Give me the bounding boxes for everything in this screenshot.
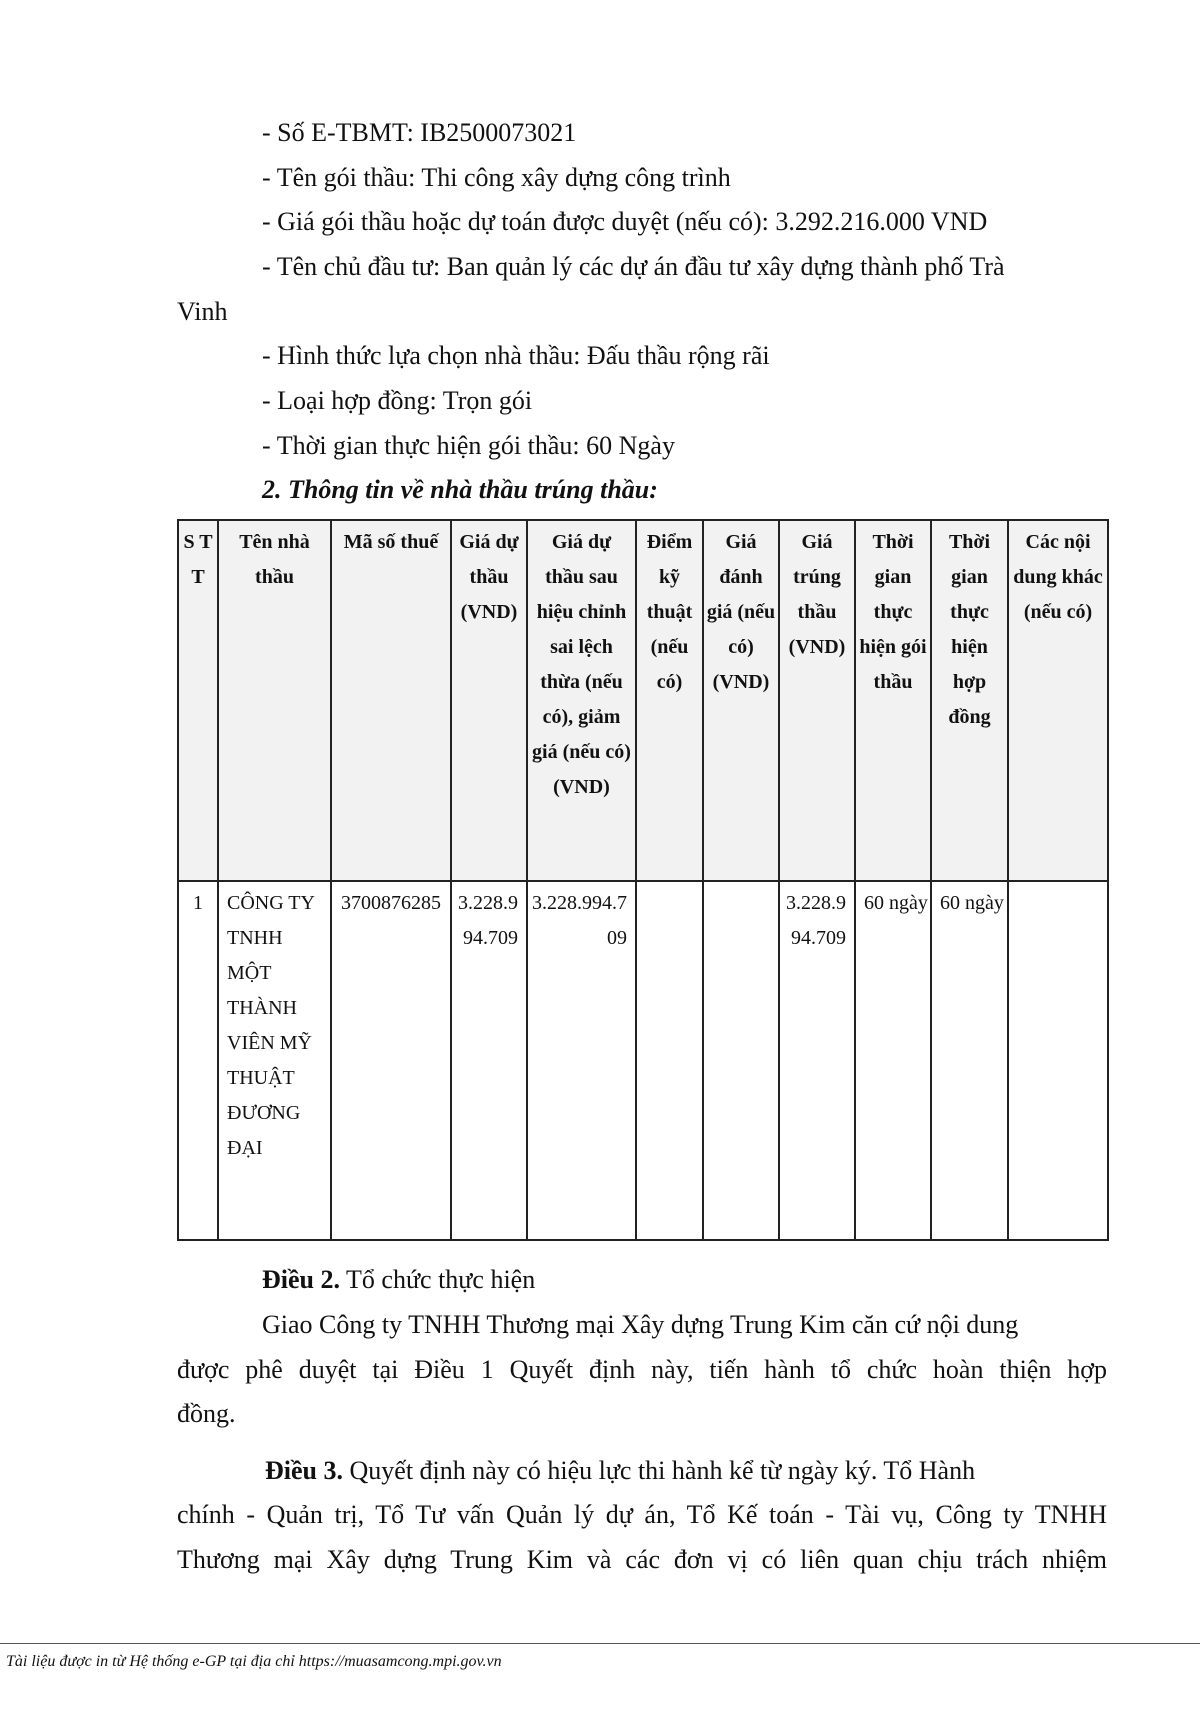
cell-stt: 1 [178, 881, 218, 1240]
cell-other [1008, 881, 1108, 1240]
article2-line1: Giao Công ty TNHH Thương mại Xây dựng Trung Kim căn cứ nội dung [262, 1310, 1019, 1339]
footer-divider [0, 1643, 1200, 1644]
cell-tax-code: 3700876285 [331, 881, 451, 1240]
table-header-row [178, 520, 1108, 881]
header-other: Các nội dung khác (nếu có) [1008, 520, 1108, 881]
footer-note: Tài liệu được in từ Hệ thống e-GP tại địa chỉ https://muasamcong.mpi.gov.vn [6, 1653, 502, 1670]
cell-award-price: 3.228.994.709 [779, 881, 855, 1240]
cell-tech-score [636, 881, 703, 1240]
article3-line3: Thương mại Xây dựng Trung Kim và các đơn vị có liên quan chịu trách nhiệm [177, 1545, 1107, 1574]
info-line-tbmt: - Số E-TBMT: IB2500073021 [262, 118, 577, 147]
info-line-selection-method: - Hình thức lựa chọn nhà thầu: Đấu thầu rộng rãi [262, 341, 770, 370]
article2-title: Điều 2. [262, 1265, 340, 1294]
info-line-duration: - Thời gian thực hiện gói thầu: 60 Ngày [262, 431, 675, 460]
info-line-investor: - Tên chủ đầu tư: Ban quản lý các dự án đầu tư xây dựng thành phố Trà [262, 252, 1005, 281]
article2-title-rest: Tổ chức thực hiện [340, 1265, 536, 1294]
article2-title-line [262, 1265, 535, 1295]
table-row [178, 881, 1108, 1240]
cell-contractor-name: CÔNG TY TNHH MỘT THÀNH VIÊN MỸ THUẬT ĐƯƠNG ĐẠI [218, 881, 331, 1240]
header-contract-time: Thời gian thực hiện hợp đồng [931, 520, 1008, 881]
header-award-price: Giá trúng thầu (VND) [779, 520, 855, 881]
header-bid-price: Giá dự thầu (VND) [451, 520, 527, 881]
cell-eval-price [703, 881, 779, 1240]
header-contractor-name: Tên nhà thầu [218, 520, 331, 881]
article3-line1-rest: Quyết định này có hiệu lực thi hành kể từ ngày ký. Tổ Hành [343, 1456, 976, 1485]
section-heading: 2. Thông tin về nhà thầu trúng thầu: [262, 475, 658, 504]
header-tech-score: Điểm kỹ thuật (nếu có) [636, 520, 703, 881]
cell-package-time: 60 ngày [855, 881, 931, 1240]
info-line-contract-type: - Loại hợp đồng: Trọn gói [262, 386, 533, 415]
info-line-package-price: - Giá gói thầu hoặc dự toán được duyệt (nếu có): 3.292.216.000 VND [262, 207, 988, 236]
header-eval-price: Giá đánh giá (nếu có) (VND) [703, 520, 779, 881]
cell-contract-time: 60 ngày [931, 881, 1008, 1240]
header-adjusted-price: Giá dự thầu sau hiệu chỉnh sai lệch thừa (nếu có), giảm giá (nếu có) (VND) [527, 520, 636, 881]
article2-line3: đồng. [177, 1399, 236, 1428]
header-stt: S T T [178, 520, 218, 881]
header-package-time: Thời gian thực hiện gói thầu [855, 520, 931, 881]
cell-bid-price: 3.228.994.709 [451, 881, 527, 1240]
article3-title: Điều 3. [265, 1456, 343, 1485]
article3-line2: chính - Quản trị, Tổ Tư vấn Quản lý dự án, Tổ Kế toán - Tài vụ, Công ty TNHH [177, 1500, 1107, 1529]
info-line-investor-cont: Vinh [177, 297, 228, 326]
header-tax-code: Mã số thuế [331, 520, 451, 881]
award-table [177, 519, 1109, 1241]
article3-line1 [265, 1456, 975, 1486]
info-line-package-name: - Tên gói thầu: Thi công xây dựng công trình [262, 163, 731, 192]
cell-adjusted-price: 3.228.994.709 [527, 881, 636, 1240]
article2-line2: được phê duyệt tại Điều 1 Quyết định này, tiến hành tổ chức hoàn thiện hợp [177, 1355, 1107, 1384]
